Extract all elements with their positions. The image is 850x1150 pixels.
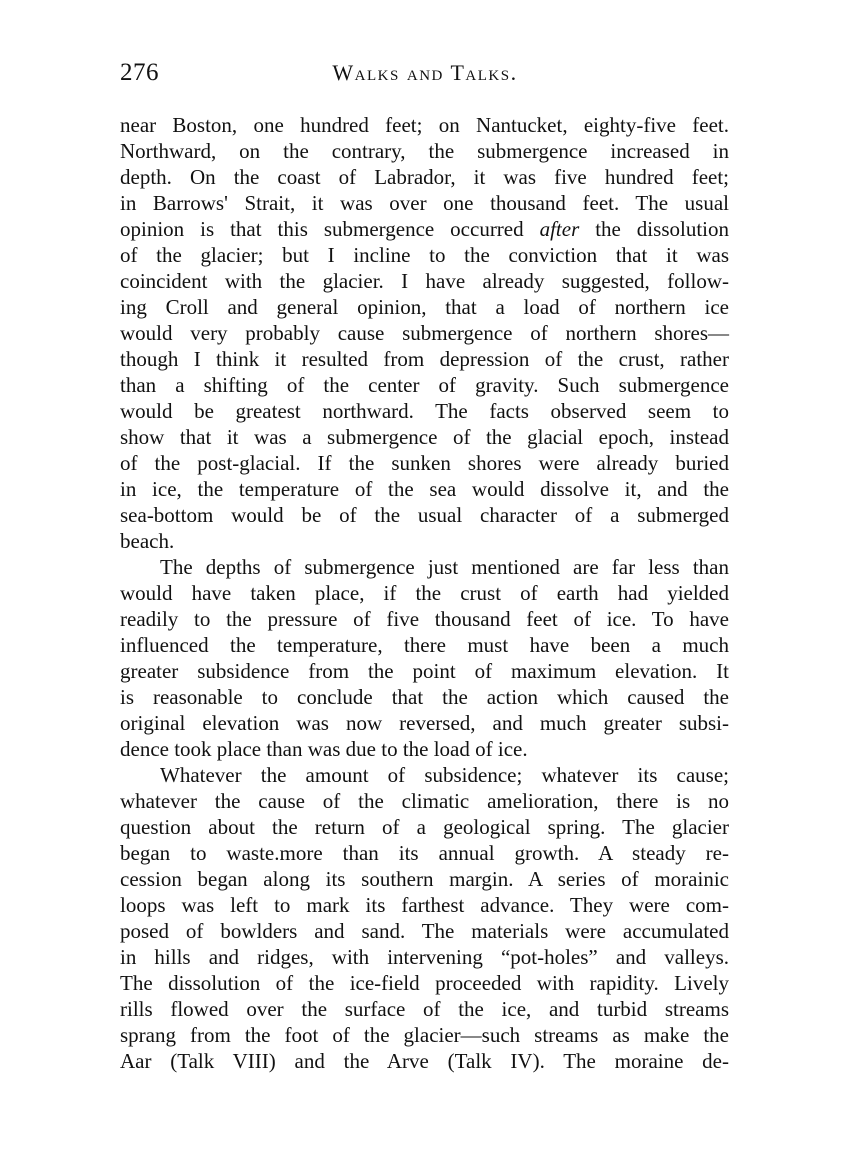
text-line: in hills and ridges, with intervening “pot-holes” and valleys. [120,945,729,969]
text-line: would very probably cause submergence of northern shores— [120,321,729,345]
text-line: The depths of submergence just mentioned are far less than [160,555,729,579]
text-segment: the dissolution [579,217,729,241]
text-line: influenced the temperature, there must have been a much [120,633,729,657]
text-line: whatever the cause of the climatic amelioration, there is no [120,789,729,813]
text-line: show that it was a submergence of the glacial epoch, instead [120,425,729,449]
text-line: depth. On the coast of Labrador, it was five hundred feet; [120,165,729,189]
text-line: though I think it resulted from depression of the crust, rather [120,347,729,371]
text-line: Whatever the amount of subsidence; whatever its cause; [160,763,729,787]
page-number: 276 [120,59,159,86]
text-line: cession began along its southern margin. A series of morainic [120,867,729,891]
text-line: readily to the pressure of five thousand feet of ice. To have [120,607,729,631]
text-line: Northward, on the contrary, the submergence increased in [120,139,729,163]
text-line: in ice, the temperature of the sea would dissolve it, and the [120,477,729,501]
text-line: coincident with the glacier. I have already suggested, follow- [120,269,729,293]
italic-word: after [539,217,580,241]
text-line: of the glacier; but I incline to the conviction that it was [120,243,729,267]
text-line: began to waste.more than its annual growth. A steady re- [120,841,729,865]
text-line: Aar (Talk VIII) and the Arve (Talk IV). The moraine de- [120,1049,729,1073]
text-line [120,216,729,242]
text-line: would be greatest northward. The facts observed seem to [120,399,729,423]
text-line: posed of bowlders and sand. The materials were accumulated [120,919,729,943]
paragraph-1 [120,112,729,554]
text-line: original elevation was now reversed, and much greater subsi- [120,711,729,735]
text-line: dence took place than was due to the load of ice. [120,737,528,761]
body-text [120,112,729,1074]
running-title: Walks and Talks. [332,60,518,85]
text-line: ing Croll and general opinion, that a load of northern ice [120,295,729,319]
text-line: is reasonable to conclude that the action which caused the [120,685,729,709]
text-line: in Barrows' Strait, it was over one thousand feet. The usual [120,191,729,215]
text-line: greater subsidence from the point of maximum elevation. It [120,659,729,683]
text-line: than a shifting of the center of gravity. Such submergence [120,373,729,397]
text-line: The dissolution of the ice-field proceeded with rapidity. Lively [120,971,729,995]
text-segment: opinion is that this submergence occurred [120,217,540,241]
text-line: beach. [120,529,175,553]
text-line: would have taken place, if the crust of earth had yielded [120,581,729,605]
text-line: question about the return of a geological spring. The glacier [120,815,729,839]
text-line: sprang from the foot of the glacier—such streams as make the [120,1023,729,1047]
text-line: loops was left to mark its farthest advance. They were com- [120,893,729,917]
text-line: near Boston, one hundred feet; on Nantucket, eighty-five feet. [120,113,729,137]
text-line: sea-bottom would be of the usual character of a submerged [120,503,729,527]
text-line: of the post-glacial. If the sunken shores were already buried [120,451,729,475]
running-head [120,56,730,90]
paragraph-3 [120,762,729,1074]
text-line: rills flowed over the surface of the ice, and turbid streams [120,997,729,1021]
paragraph-2 [120,554,729,762]
